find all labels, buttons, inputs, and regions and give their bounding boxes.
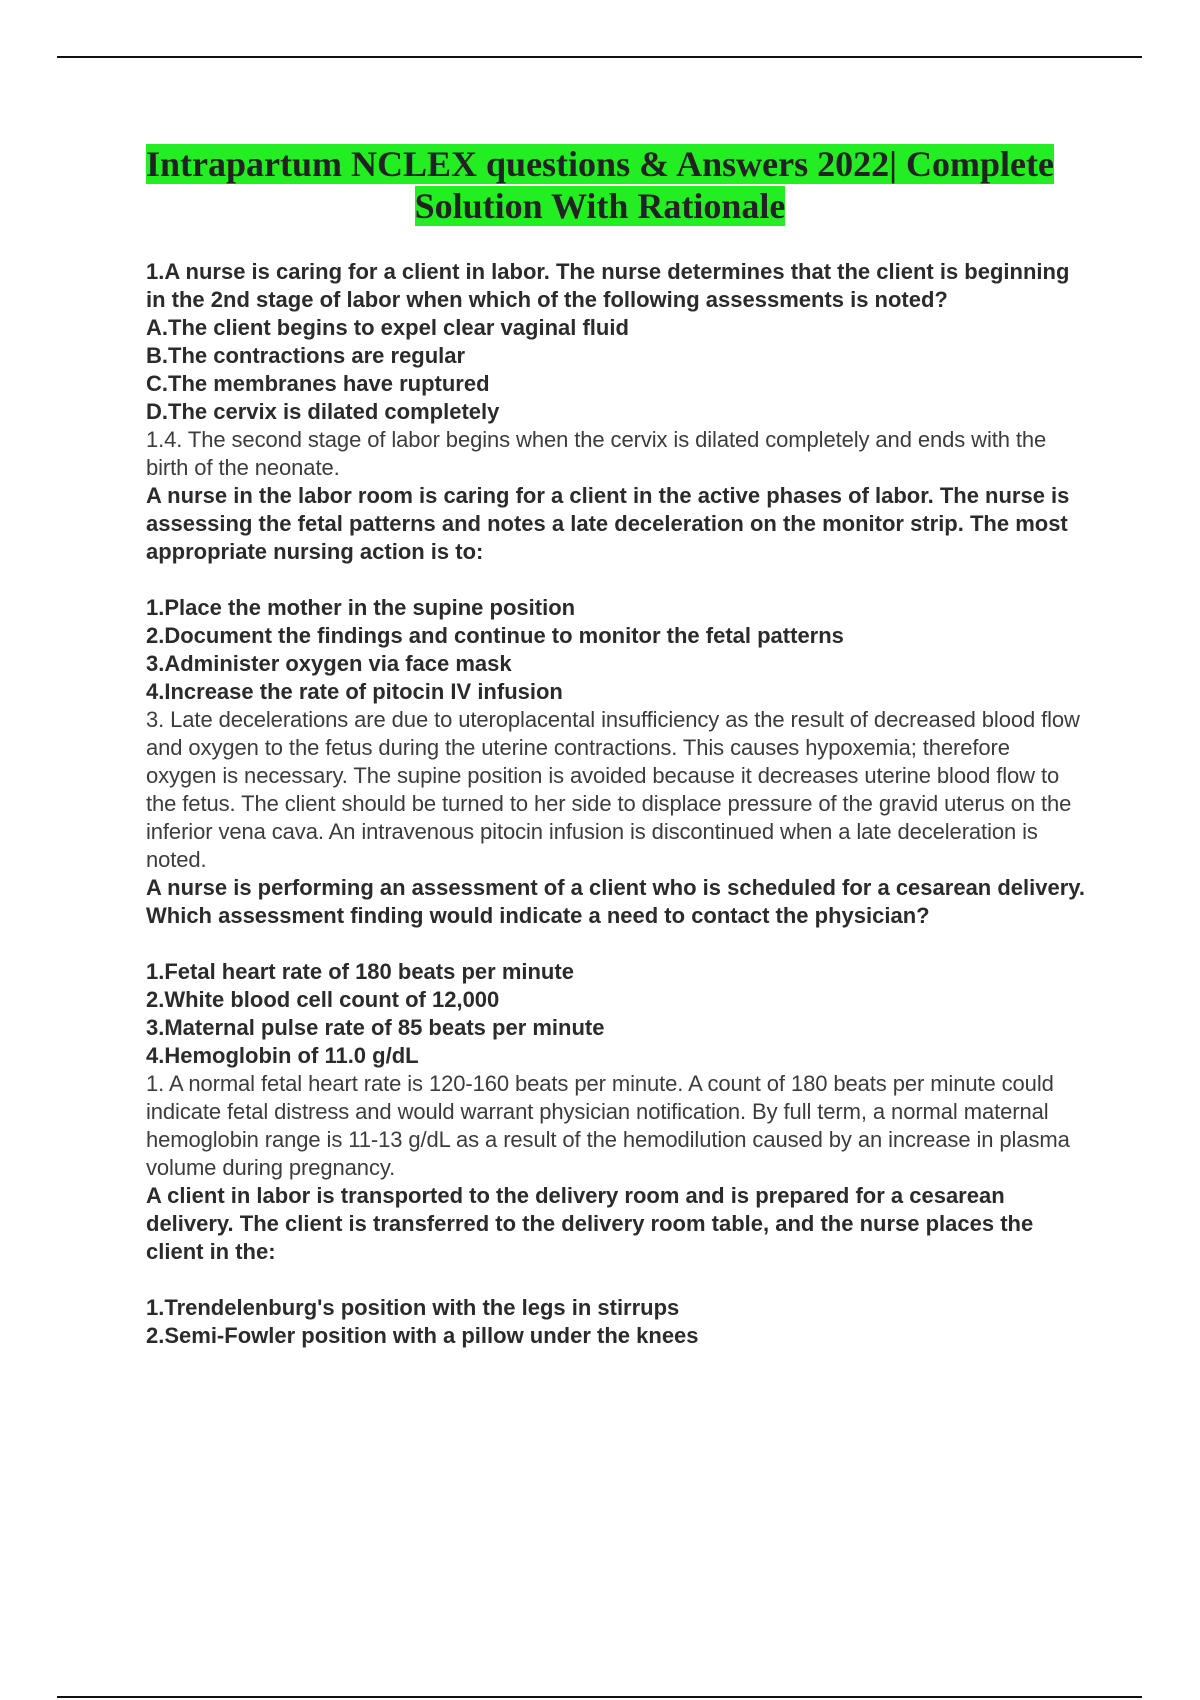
question-text: A nurse in the labor room is caring for a client in the active phases of labor. The nurse is assessing the fetal patterns and notes a late deceleration on the monitor strip. The most appropriate nursing action is to:: [146, 483, 1070, 564]
rationale-text: 1. A normal fetal heart rate is 120-160 beats per minute. A count of 180 beats per minute could indicate fetal distress and would warrant physician notification. By full term, a normal maternal hemoglobin range is 11-13 g/dL as a result of the hemodilution caused by an increase in plasma volume during pregnancy.: [146, 1071, 1070, 1180]
document-body: [146, 258, 1086, 1350]
question-block-4: [146, 1182, 1086, 1350]
spacer: [146, 566, 1086, 594]
rationale-text: 3. Late decelerations are due to uteroplacental insufficiency as the result of decreased blood flow and oxygen to the fetus during the uterine contractions. This causes hypoxemia; therefore oxygen is necessary. The supine position is avoided because it decreases uterine blood flow to the fetus. The client should be turned to her side to displace pressure of the gravid uterus on the inferior vena cava. An intravenous pitocin infusion is discontinued when a late deceleration is noted.: [146, 707, 1080, 872]
answer-option: 3.Maternal pulse rate of 85 beats per minute: [146, 1015, 605, 1040]
title-highlight: Intrapartum NCLEX questions & Answers 2022| Complete Solution With Rationale: [146, 144, 1054, 226]
answer-option: 3.Administer oxygen via face mask: [146, 651, 512, 676]
answer-option: 2.Document the findings and continue to monitor the fetal patterns: [146, 623, 844, 648]
bottom-rule: [57, 1696, 1142, 1698]
answer-option: 2.Semi-Fowler position with a pillow under the knees: [146, 1323, 699, 1348]
answer-option: 4.Increase the rate of pitocin IV infusion: [146, 679, 563, 704]
question-block-3: [146, 874, 1086, 1182]
question-text: A nurse is performing an assessment of a client who is scheduled for a cesarean delivery. Which assessment finding would indicate a need to contact the physician?: [146, 875, 1085, 928]
answer-option: 4.Hemoglobin of 11.0 g/dL: [146, 1043, 419, 1068]
spacer: [146, 1266, 1086, 1294]
document-title: [120, 143, 1080, 227]
answer-option: C.The membranes have ruptured: [146, 371, 490, 396]
answer-option: 1.Fetal heart rate of 180 beats per minute: [146, 959, 574, 984]
question-text: A client in labor is transported to the delivery room and is prepared for a cesarean delivery. The client is transferred to the delivery room table, and the nurse places the client in the:: [146, 1183, 1034, 1264]
question-block-1: [146, 258, 1086, 482]
rationale-text: 1.4. The second stage of labor begins when the cervix is dilated completely and ends with the birth of the neonate.: [146, 427, 1047, 480]
question-block-2: [146, 482, 1086, 874]
top-rule: [57, 56, 1142, 58]
spacer: [146, 930, 1086, 958]
answer-option: 2.White blood cell count of 12,000: [146, 987, 500, 1012]
question-text: 1.A nurse is caring for a client in labor. The nurse determines that the client is beginning in the 2nd stage of labor when which of the following assessments is noted?: [146, 259, 1070, 312]
answer-option: B.The contractions are regular: [146, 343, 466, 368]
answer-option: 1.Trendelenburg's position with the legs in stirrups: [146, 1295, 680, 1320]
answer-option: 1.Place the mother in the supine position: [146, 595, 576, 620]
answer-option: A.The client begins to expel clear vaginal fluid: [146, 315, 629, 340]
answer-option: D.The cervix is dilated completely: [146, 399, 500, 424]
